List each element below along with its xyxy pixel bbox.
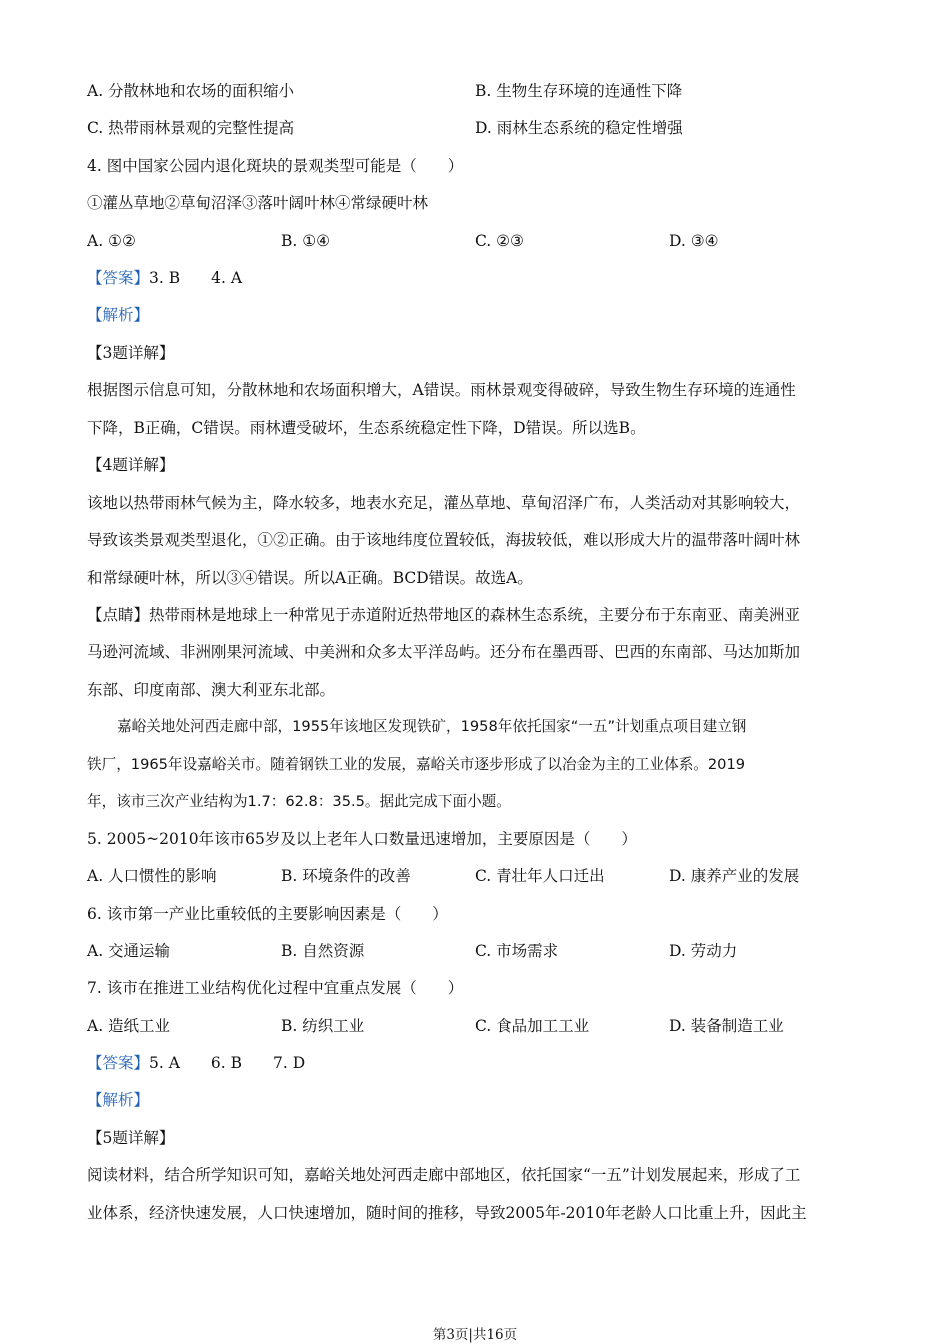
detail5-line-1: 阅读材料，结合所学知识可知，嘉峪关地处河西走廊中部地区，依托国家“一五”计划发展起来，形成了工 — [87, 1166, 801, 1184]
q6-option-d: D. 劳动力 — [669, 942, 738, 960]
q4-option-c: C. ②③ — [475, 232, 524, 250]
q3-option-a: A. 分散林地和农场的面积缩小 — [87, 82, 295, 100]
passage-line-1: 嘉峪关地处河西走廊中部，1955年该地区发现铁矿，1958年依托国家“一五”计划重点项目建立钢 — [117, 718, 747, 735]
answer-text: 3. B 4. A — [149, 269, 243, 287]
q6-option-b: B. 自然资源 — [281, 942, 365, 960]
answer-tag: 【答案】 — [87, 269, 150, 287]
comment-line-2: 马逊河流域、非洲刚果河流域、中美洲和众多太平洋岛屿。还分布在墨西哥、巴西的东南部、马达加斯加 — [87, 643, 801, 661]
q4-option-b: B. ①④ — [281, 232, 331, 250]
q7-option-d: D. 装备制造工业 — [669, 1017, 784, 1035]
q3-option-c: C. 热带雨林景观的完整性提高 — [87, 119, 295, 137]
detail4-heading: 【4题详解】 — [87, 456, 175, 474]
q5-option-c: C. 青壮年人口迁出 — [475, 867, 605, 885]
comment-line-3: 东部、印度南部、澳大利亚东北部。 — [87, 681, 336, 699]
page-footer: 第3页|共16页 — [432, 1327, 518, 1343]
passage-line-3: 年，该市三次产业结构为1.7：62.8：35.5。据此完成下面小题。 — [87, 793, 511, 810]
detail3-line-1: 根据图示信息可知，分散林地和农场面积增大，A错误。雨林景观变得破碎，导致生物生存环境的连通性 — [87, 381, 796, 399]
answer-block-1 — [87, 268, 242, 288]
detail3-heading: 【3题详解】 — [87, 344, 175, 362]
detail3-line-2: 下降，B正确，C错误。雨林遭受破坏，生态系统稳定性下降，D错误。所以选B。 — [87, 419, 646, 437]
q5-option-d: D. 康养产业的发展 — [669, 867, 800, 885]
q7-option-c: C. 食品加工工业 — [475, 1017, 590, 1035]
q4-choices: ①灌丛草地②草甸沼泽③落叶阔叶林④常绿硬叶林 — [87, 194, 429, 212]
comment-line-1: 【点睛】热带雨林是地球上一种常见于赤道附近热带地区的森林生态系统，主要分布于东南亚、南美洲亚 — [87, 606, 801, 624]
answer-block-2 — [87, 1053, 305, 1073]
q7-option-b: B. 纺织工业 — [281, 1017, 365, 1035]
analysis-tag: 【解析】 — [87, 306, 150, 324]
detail5-heading: 【5题详解】 — [87, 1129, 175, 1147]
q3-option-d: D. 雨林生态系统的稳定性增强 — [475, 119, 683, 137]
q7-option-a: A. 造纸工业 — [87, 1017, 171, 1035]
detail4-line-2: 导致该类景观类型退化，①②正确。由于该地纬度位置较低，海拔较低，难以形成大片的温带落叶阔叶林 — [87, 531, 801, 549]
answer-tag: 【答案】 — [87, 1054, 150, 1072]
analysis-tag: 【解析】 — [87, 1091, 150, 1109]
detail5-line-2: 业体系，经济快速发展，人口快速增加，随时间的推移，导致2005年-2010年老龄人口比重上升，因此主 — [87, 1204, 807, 1222]
comment-tag: 【点睛】 — [87, 606, 150, 624]
answer-text: 5. A 6. B 7. D — [149, 1054, 306, 1072]
q4-stem: 4. 图中国家公园内退化斑块的景观类型可能是（ ） — [87, 157, 464, 175]
q5-option-a: A. 人口惯性的影响 — [87, 867, 217, 885]
detail4-line-1: 该地以热带雨林气候为主，降水较多，地表水充足，灌丛草地、草甸沼泽广布，人类活动对其影响较大， — [87, 494, 801, 512]
detail4-line-3: 和常绿硬叶林，所以③④错误。所以A正确。BCD错误。故选A。 — [87, 569, 533, 587]
passage-line-2: 铁厂，1965年设嘉峪关市。随着钢铁工业的发展，嘉峪关市逐步形成了以冶金为主的工业体系。2019 — [87, 756, 746, 773]
q7-stem: 7. 该市在推进工业结构优化过程中宜重点发展（ ） — [87, 979, 464, 997]
q3-option-b: B. 生物生存环境的连通性下降 — [475, 82, 683, 100]
q5-stem: 5. 2005~2010年该市65岁及以上老年人口数量迅速增加，主要原因是（ ） — [87, 830, 637, 848]
q5-option-b: B. 环境条件的改善 — [281, 867, 411, 885]
q4-option-d: D. ③④ — [669, 232, 719, 250]
q6-option-c: C. 市场需求 — [475, 942, 559, 960]
q6-option-a: A. 交通运输 — [87, 942, 171, 960]
q6-stem: 6. 该市第一产业比重较低的主要影响因素是（ ） — [87, 905, 448, 923]
q4-option-a: A. ①② — [87, 232, 136, 250]
